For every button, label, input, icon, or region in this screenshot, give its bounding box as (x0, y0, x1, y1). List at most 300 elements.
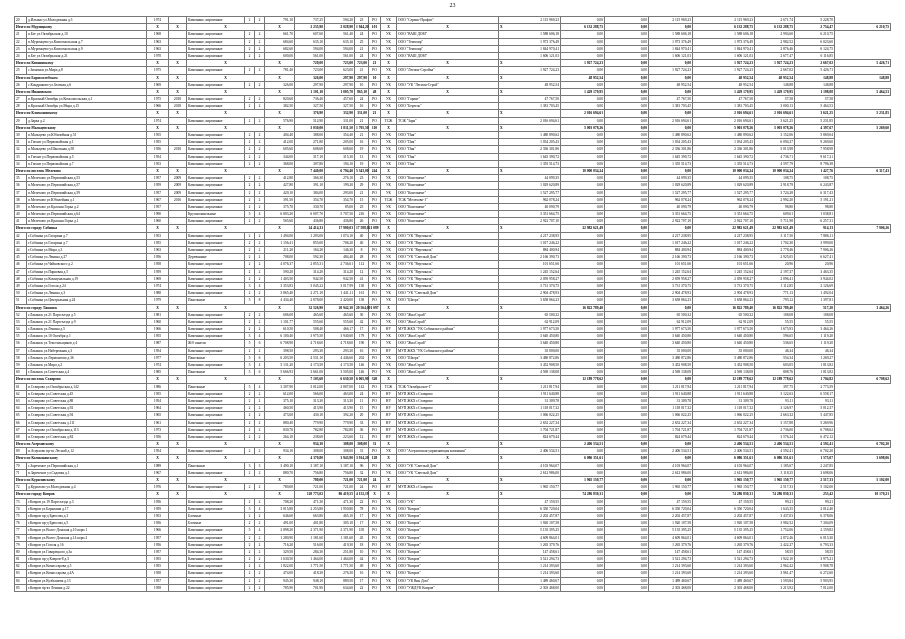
cell-n: 37 (15, 189, 27, 196)
cell-p2: 6 558,17 (795, 390, 835, 397)
cell-res: 146 (355, 362, 369, 369)
subtotal-row (15, 60, 891, 67)
cell-area: 820,60 (265, 96, 295, 103)
cell-mat: Каменные, кирпичные (187, 505, 245, 512)
cell-a3: 4 152,19 (356, 492, 369, 497)
cell-z1: 0,00 (561, 182, 605, 189)
cell-area: 780,00 (265, 484, 295, 491)
cell-y2 (169, 527, 187, 534)
cell-area: 5 131,20 (265, 362, 295, 369)
cell-res: 24 (355, 31, 369, 38)
cell-mat: Каменные, кирпичные (187, 139, 245, 146)
cell-z2: 0,00 (605, 520, 649, 527)
cell-y1: 1977 (147, 354, 169, 361)
cell-y2 (169, 433, 187, 440)
cell-p2: 1 269,27 (795, 354, 835, 361)
cell-mat: Каменные, кирпичные (187, 268, 245, 275)
cell-y1: 1989 (147, 462, 169, 469)
cell-ln: УК (381, 103, 397, 110)
cell-res: 25 (355, 203, 369, 210)
cell-en: 2 (255, 81, 265, 88)
cell-y1: 1959 (147, 505, 169, 512)
cell-sum: 4 103 964,07 (499, 462, 561, 469)
cell-z3: 2 166 390,73 (649, 254, 693, 261)
cell-p2: 6 317,43 (835, 167, 891, 174)
cell-org: ООО "ЖилСтрой" (397, 311, 499, 318)
cell-sum: 35 000,00 (693, 347, 755, 354)
cell-fl: 2 (245, 17, 255, 24)
cell-sum: 2 202 457,87 (499, 512, 561, 519)
cell-a2: 471,30 (295, 498, 325, 505)
cell-a2: 736,40 (295, 96, 325, 103)
cell-p1: 3 122,63 (755, 390, 795, 397)
cell-k: РО (369, 132, 381, 139)
cell-y1: 1979 (147, 297, 169, 304)
cell-area: 326,00 (265, 81, 295, 88)
cell-x1: X (147, 24, 169, 31)
cell-z1: 0,00 (561, 282, 605, 289)
cell-name: п.Гигант ул.Первомайская д.7 (27, 160, 147, 167)
cell-a3: 484,40 (325, 254, 355, 261)
cell-res: 12 (355, 433, 369, 440)
cell-p1: 4 736,71 (755, 153, 795, 160)
cell-z3: 824 679,44 (649, 433, 693, 440)
cell-a3: 3 914,20 (356, 456, 369, 461)
cell-z3: 2 652 227,34 (649, 419, 693, 426)
cell-ln: УК (381, 362, 397, 369)
cell-name: г.Ковров ул.Комиссарова д.5 (27, 563, 147, 570)
cell-sum: 6 086 351,61 (755, 455, 795, 462)
cell-y2 (169, 548, 187, 555)
cell-y1: 1958 (147, 570, 169, 577)
table-row (15, 247, 891, 254)
cell-sum: 2 612 986,00 (499, 469, 561, 476)
cell-p1: 5 711,98 (755, 218, 795, 225)
cell-y2 (169, 354, 187, 361)
cell-z2: 0,00 (649, 376, 693, 383)
cell-ln: УК (381, 81, 397, 88)
cell-z3: 10 000 034,24 (693, 167, 755, 174)
cell-sum: 44 099,35 (499, 175, 561, 182)
cell-sum: 6 350 720,04 (499, 505, 561, 512)
cell-fl: 5 (245, 211, 255, 218)
cell-res: 10 (355, 548, 369, 555)
cell-area: 24 414,33 (295, 225, 325, 232)
cell-org: ООО "Легион-Стройка" (397, 67, 499, 74)
cell-z1: 0,00 (561, 577, 605, 584)
cell-n: 71 (15, 469, 27, 476)
cell-x4: X (265, 167, 295, 174)
cell-a3: 865,10 (355, 88, 369, 95)
cell-y2 (169, 282, 187, 289)
cell-z2: 0,00 (605, 426, 649, 433)
cell-z1: 0,00 (561, 448, 605, 455)
cell-z2: 0,00 (649, 124, 693, 131)
cell-z1: 0,00 (605, 60, 649, 67)
subtotal-row (15, 88, 891, 95)
cell-x1: X (147, 88, 169, 95)
cell-a2: 317,10 (295, 153, 325, 160)
cell-z2: 0,00 (605, 196, 649, 203)
cell-x4: X (265, 60, 295, 67)
cell-z3: 31 309,78 (649, 397, 693, 404)
cell-name: п.Мальцево ул.Школьная д.58 (27, 146, 147, 153)
cell-n: 66 (15, 419, 27, 426)
cell-p2: 6 472,12 (795, 433, 835, 440)
cell-y2 (169, 412, 187, 419)
cell-p1: 771,13 (755, 290, 795, 297)
cell-res: 24 (355, 390, 369, 397)
cell-k: РО (369, 333, 381, 340)
cell-z1: 0,00 (561, 548, 605, 555)
cell-y1: 1955 (147, 390, 169, 397)
table-row (15, 211, 891, 218)
cell-mat: Каменные, кирпичные (187, 426, 245, 433)
cell-name: г.Собинка ул.Ленина д.3 (27, 290, 147, 297)
cell-name: г.Лакинск ул.10 Октября д.1 (27, 333, 147, 340)
cell-p1: 2 667,02 (755, 67, 795, 74)
cell-org: ТСЖ "Мелехово-1" (397, 196, 499, 203)
cell-p1: 3 152,06 (755, 132, 795, 139)
cell-x2: X (169, 110, 187, 117)
cell-z2: 0,00 (605, 318, 649, 325)
cell-sum: 1 973 376,49 (693, 38, 755, 45)
cell-en: 2 (255, 290, 265, 297)
cell-sum: 2 922 707,10 (693, 218, 755, 225)
cell-p2: 5 869,04 (795, 132, 835, 139)
cell-z3: 1 489 460,67 (649, 577, 693, 584)
cell-name: п.Муромцево ул.Комсомольская д.9 (27, 45, 147, 52)
cell-sum: 6 132 288,75 (755, 24, 795, 31)
cell-n: 46 (15, 261, 27, 268)
cell-y1: 1969 (147, 275, 169, 282)
cell-mat: Каменные, кирпичные (187, 52, 245, 59)
cell-k: X (381, 167, 397, 174)
cell-z3: 5 135 395,25 (649, 527, 693, 534)
cell-a2: 330,70 (295, 203, 325, 210)
cell-name: п.Ставрово ул.Советская д.45 (27, 390, 147, 397)
cell-z3: 1 017 246,22 (649, 239, 693, 246)
table-row (15, 534, 891, 541)
cell-sum: 1 381 703,45 (499, 103, 561, 110)
cell-ln: НУ (381, 405, 397, 412)
cell-p1: 3 157,88 (755, 419, 795, 426)
cell-sum: 2 406 534,51 (693, 448, 755, 455)
cell-z3: 1 245 152,64 (649, 268, 693, 275)
cell-sum: 1 211 817,94 (499, 383, 561, 390)
cell-en: 2 (255, 318, 265, 325)
cell-org: X (499, 304, 561, 311)
table-row (15, 354, 891, 361)
cell-res: 21 (355, 132, 369, 139)
cell-z2: 0,00 (605, 433, 649, 440)
table-row (15, 448, 891, 455)
cell-org: X (499, 74, 561, 81)
cell-z2: 0,00 (605, 203, 649, 210)
cell-p2: 6 210,75 (835, 24, 891, 31)
cell-sum: 1 965 150,77 (755, 477, 795, 484)
cell-ln: УК (381, 505, 397, 512)
cell-n: 31 (15, 139, 27, 146)
cell-z3: 3 452 908,50 (649, 362, 693, 369)
cell-y2 (169, 498, 187, 505)
cell-res: 21 (369, 110, 381, 117)
cell-z1: 0,00 (561, 405, 605, 412)
cell-area: 1 630,50 (265, 556, 295, 563)
cell-fl: 2 (245, 196, 255, 203)
cell-sum: 1 977 673,50 (693, 326, 755, 333)
cell-p1: 3 576,24 (755, 433, 795, 440)
cell-org: X (499, 88, 561, 95)
cell-en: 2 (255, 534, 265, 541)
cell-a3: 1 181,60 (325, 534, 355, 541)
cell-sum: 1 381 703,45 (693, 103, 755, 110)
cell-z1: 0,00 (561, 297, 605, 304)
cell-area: 1 101,10 (295, 88, 325, 95)
cell-n: 23 (15, 45, 27, 52)
cell-p1: 2 677,47 (755, 52, 795, 59)
cell-a2: 465,60 (295, 311, 325, 318)
cell-org: X (499, 441, 561, 448)
cell-p2: 8 796,38 (795, 160, 835, 167)
cell-fl: 2 (245, 326, 255, 333)
cell-k: РО (369, 146, 381, 153)
cell-sum: 31 309,78 (499, 397, 561, 404)
cell-p2: 6 378,06 (795, 512, 835, 519)
cell-en: 2 (255, 239, 265, 246)
cell-ln: УК (381, 189, 397, 196)
cell-mat: Каменные, кирпичные (187, 548, 245, 555)
cell-sum: 1 066 022,25 (693, 412, 755, 419)
cell-a2: 2 878,00 (295, 297, 325, 304)
cell-n: 28 (15, 103, 27, 110)
cell-org: ООО "Шатра" (397, 354, 499, 361)
cell-en: 6 (255, 354, 265, 361)
cell-z1: 0,00 (561, 211, 605, 218)
cell-a3: 293,00 (325, 189, 355, 196)
cell-fl: 2 (245, 96, 255, 103)
cell-area: 610,50 (265, 326, 295, 333)
cell-org: ООО "Пик" (397, 153, 499, 160)
cell-y1: 1974 (147, 362, 169, 369)
cell-org: ООО "Континент" (397, 211, 499, 218)
cell-area: 211,20 (265, 247, 295, 254)
cell-n: 83 (15, 570, 27, 577)
subtotal-row (15, 74, 891, 81)
cell-z3: 1 066 022,25 (649, 412, 693, 419)
table-row (15, 563, 891, 570)
cell-p1: 517,20 (795, 304, 835, 311)
cell-res: 146 (355, 369, 369, 376)
cell-k: РО (369, 139, 381, 146)
cell-sum: 1 029 620,89 (693, 182, 755, 189)
cell-name: г.Ковров ул.19 Партсъезда д.3 (27, 498, 147, 505)
cell-en: 2 (255, 512, 265, 519)
cell-p2: 6 708,62 (795, 426, 835, 433)
cell-org: ООО "ЖилСтрой" (397, 333, 499, 340)
cell-org: ООО "Берегок" (397, 103, 499, 110)
cell-k: РО (369, 520, 381, 527)
cell-x3: X (187, 304, 265, 311)
cell-ln: УК (381, 290, 397, 297)
cell-res: 29 (355, 182, 369, 189)
subtotal-label: Итого по Борисоглебском (15, 74, 147, 81)
cell-z2: 0,00 (605, 254, 649, 261)
cell-z2: 0,00 (605, 189, 649, 196)
cell-res: 40 (355, 239, 369, 246)
cell-en: 2 (255, 254, 265, 261)
cell-fl: 2 (245, 175, 255, 182)
cell-n: 68 (15, 433, 27, 440)
cell-fl: 2 (245, 419, 255, 426)
cell-mat: Каменные, кирпичные (187, 390, 245, 397)
cell-a2: 314,20 (295, 268, 325, 275)
cell-z3: 1 973 376,49 (649, 38, 693, 45)
cell-n: 69 (15, 448, 27, 455)
cell-name: п.Красный Октябрь ул.Мира д.15 (27, 103, 147, 110)
cell-a2: 1 005,70 (325, 88, 355, 95)
cell-a2: 1 771,50 (295, 563, 325, 570)
cell-p2: 55,55 (795, 318, 835, 325)
cell-sum: 1 034 205,43 (499, 139, 561, 146)
table-row (15, 340, 891, 347)
cell-res: 112 (355, 261, 369, 268)
cell-z1: 0,00 (561, 31, 605, 38)
cell-p1: 6 094,37 (755, 139, 795, 146)
table-row (15, 160, 891, 167)
cell-sum: 1 965 150,77 (693, 484, 755, 491)
cell-mat: Каменные, кирпичные (187, 132, 245, 139)
cell-area: 708,00 (265, 254, 295, 261)
cell-ln: НУ (381, 484, 397, 491)
cell-area: 934,10 (295, 441, 325, 448)
cell-mat: Каменные, кирпичные (187, 469, 245, 476)
cell-org: ООО "ЖилСтрой" (397, 369, 499, 376)
cell-p2: 5 231,85 (835, 110, 891, 117)
cell-z3: 1 927 724,23 (649, 67, 693, 74)
cell-area: 420,10 (265, 189, 295, 196)
table-row (15, 153, 891, 160)
cell-org: ООО "Темпоир" (397, 45, 499, 52)
cell-mat: Каменные, кирпичные (187, 182, 245, 189)
cell-z3: 1 381 703,45 (649, 103, 693, 110)
cell-ln: УК (381, 211, 397, 218)
cell-a2: 635,10 (295, 38, 325, 45)
cell-org: ООО "Пик" (397, 139, 499, 146)
cell-z2: 0,00 (649, 491, 693, 498)
cell-mat: Панельные (187, 297, 245, 304)
cell-name: п.Мелехово ул.Красная Горка д.2 (27, 203, 147, 210)
cell-z3: 3 480 872,86 (649, 354, 693, 361)
cell-p1: 2 925,05 (755, 254, 795, 261)
cell-mat: Каменные, кирпичные (187, 584, 245, 591)
cell-a2: 779,90 (295, 419, 325, 426)
cell-z2: 0,00 (605, 340, 649, 347)
cell-sum: 2 303 468,00 (693, 584, 755, 591)
cell-name: г.Ковров ул.Барыкина д.17 (27, 505, 147, 512)
cell-a3: 2 807,00 (325, 383, 355, 390)
cell-z3: 1 588 606,18 (649, 31, 693, 38)
table-row (15, 412, 891, 419)
cell-z1: 0,00 (561, 160, 605, 167)
cell-p1: 609,61 (755, 211, 795, 218)
cell-en: 2 (255, 31, 265, 38)
cell-org: ООО "УЖДУК Ковров" (397, 584, 499, 591)
cell-n: 73 (15, 498, 27, 505)
cell-y2 (169, 318, 187, 325)
cell-y1: 1966 (147, 103, 169, 110)
cell-org: X (499, 225, 561, 232)
cell-res: 19 (355, 146, 369, 153)
cell-en: 2 (255, 469, 265, 476)
cell-z3: 22 982 621,49 (693, 225, 755, 232)
cell-ln: НУ (381, 433, 397, 440)
cell-ln: УК (381, 570, 397, 577)
cell-p1: 2 197,37 (755, 268, 795, 275)
cell-z2: 0,00 (605, 153, 649, 160)
cell-p1: 2 667,02 (795, 60, 835, 67)
cell-res: 42 (355, 556, 369, 563)
cell-z3: 12 189 778,62 (693, 376, 755, 383)
cell-y2 (169, 426, 187, 433)
cell-sum: 4 103 964,07 (693, 462, 755, 469)
cell-k: РО (369, 247, 381, 254)
cell-mat: Каменные, кирпичные (187, 96, 245, 103)
cell-area: 6 708,90 (265, 340, 295, 347)
cell-y1: 1975 (147, 96, 169, 103)
cell-z3: 16 822 789,40 (693, 304, 755, 311)
table-row (15, 527, 891, 534)
cell-org: ООО "УК" (397, 498, 499, 505)
cell-n: 30 (15, 132, 27, 139)
cell-z1: 0,00 (561, 462, 605, 469)
cell-en: 4 (255, 383, 265, 390)
cell-p1: 4 597,79 (755, 160, 795, 167)
cell-p2: 6 272,60 (795, 570, 835, 577)
cell-org: X (499, 124, 561, 131)
cell-z2: 0,00 (605, 139, 649, 146)
cell-n: 60 (15, 369, 27, 376)
cell-n: 51 (15, 297, 27, 304)
cell-z1: 0,00 (561, 505, 605, 512)
cell-z2: 0,00 (605, 17, 649, 24)
cell-y2 (169, 297, 187, 304)
cell-fl: 2 (245, 52, 255, 59)
cell-a2: 4 718,60 (295, 340, 325, 347)
cell-area: 391,50 (265, 196, 295, 203)
table-row (15, 103, 891, 110)
cell-sum: 3 351 664,75 (693, 211, 755, 218)
cell-ln: УК (381, 160, 397, 167)
cell-z3: 1 965 150,77 (693, 477, 755, 484)
cell-p1: 1 198,08 (795, 88, 835, 95)
cell-x3: X (187, 24, 265, 31)
cell-a2: 388,00 (295, 132, 325, 139)
cell-k: X (381, 88, 397, 95)
cell-res: 25 (355, 38, 369, 45)
cell-a3: 706,20 (325, 239, 355, 246)
cell-sum: 1 911 640,88 (693, 390, 755, 397)
cell-z1: 0,00 (605, 124, 649, 131)
cell-sum: 147 458,61 (499, 548, 561, 555)
cell-fl: 2 (245, 563, 255, 570)
cell-z2: 0,00 (605, 534, 649, 541)
cell-z2: 0,00 (605, 211, 649, 218)
cell-sum: 2 303 468,00 (499, 584, 561, 591)
cell-p1: 3 621,25 (755, 117, 795, 124)
cell-p1: 3 621,25 (795, 110, 835, 117)
cell-org: МУП ЖКХ "УК Собинского района" (397, 347, 499, 354)
